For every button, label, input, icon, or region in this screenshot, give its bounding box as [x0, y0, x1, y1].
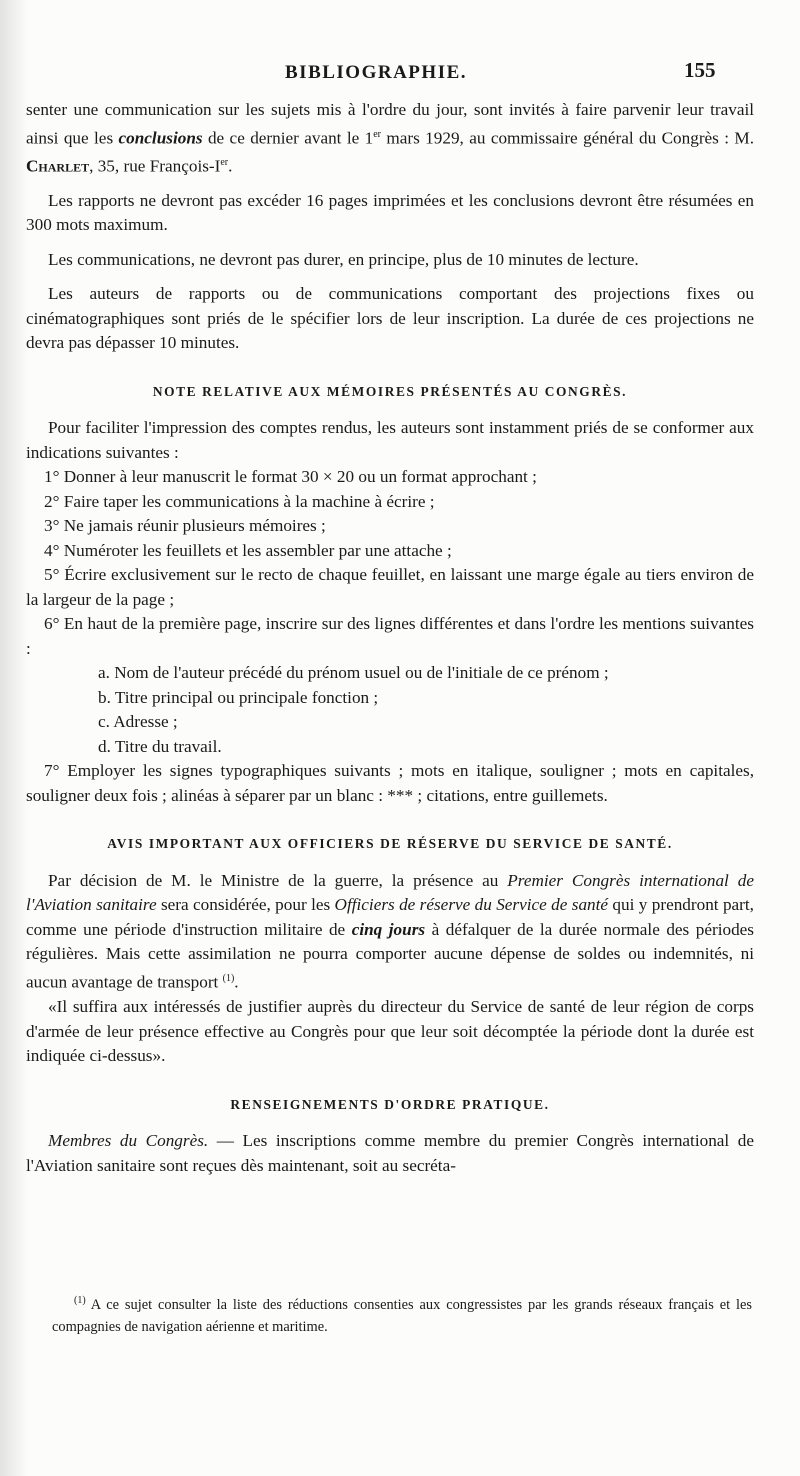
note-sub-item-d: d. Titre du travail. — [98, 736, 222, 756]
intro-paragraph-3: Les communications, ne devront pas durer, en principe, plus de 10 minutes de lecture. — [48, 249, 639, 269]
note-item-3: 3° Ne jamais réunir plusieurs mémoires ; — [44, 516, 326, 536]
page-number: 155 — [684, 58, 716, 82]
note-item-7: 7° Employer les signes typographiques suivants ; mots en italique, souligner ; mots en capitales, souligner deux fois ; alinéas à séparer par un blanc : *** ; citations, entre guillemets. — [26, 761, 754, 805]
note-item-2: 2° Faire taper les communications à la machine à écrire ; — [44, 491, 435, 511]
intro-paragraph-4: Les auteurs de rapports ou de communications comportant des projections fixes ou cinématographiques sont priés de le spécifier lors de leur inscription. La durée de ces projections ne devra pas dépasser 10 minutes. — [26, 284, 754, 353]
renseignements-paragraph: Membres du Congrès. — Les inscriptions comme membre du premier Congrès international de l'Aviation sanitaire sont reçues dès maintenant, soit au secréta- — [26, 1131, 754, 1175]
congress-name-emphasis: Premier Congrès international de l'Aviation sanitaire — [26, 870, 754, 915]
days-emphasis: cinq jours — [351, 919, 426, 939]
avis-paragraph-1: Par décision de M. le Ministre de la guerre, la présence au Premier Congrès international de l'Aviation sanitaire sera considérée, pour les Officiers de réserve du Service de santé qui y prendront part, comme une période d'instruction militaire de cinq jours à défalquer de la durée normale des périodes régulières. Mais cette assimilation ne pourra comporter aucune dépense de soldes ou indemnités, ni aucun avantage de transport $^{(1)}$. — [26, 870, 754, 992]
avis-paragraph-2: «Il suffira aux intéressés de justifier auprès du directeur du Service de santé de leur région de corps d'armée de leur présence effective au Congrès pour que leur soit décomptée la période dont la durée est indiquée ci-dessus». — [26, 997, 754, 1066]
footnote-mark: (1) — [74, 1295, 86, 1306]
page-body — [26, 98, 754, 1178]
note-item-1: 1° Donner à leur manuscrit le format 30 × 20 ou un format approchant ; — [44, 467, 537, 487]
intro-paragraph-1: senter une communication sur les sujets mis à l'ordre du jour, sont invités à faire parvenir leur travail ainsi que les conclusions de ce dernier avant le 1er mars 1929, au commissaire général du Congrès : M. Charlet, 35, rue François-Ier. — [26, 100, 754, 176]
avis-heading: AVIS IMPORTANT AUX OFFICIERS DE RÉSERVE DU SERVICE DE SANTÉ. — [107, 836, 673, 852]
note-item-5: 5° Écrire exclusivement sur le recto de chaque feuillet, en laissant une marge égale au tiers environ de la largeur de la page ; — [26, 565, 754, 609]
renseignements-heading: RENSEIGNEMENTS D'ORDRE PRATIQUE. — [230, 1096, 550, 1112]
officers-emphasis: Officiers de réserve du Service de santé — [334, 895, 609, 915]
note-sub-item-a: a. Nom de l'auteur précédé du prénom usuel ou de l'initiale de ce prénom ; — [98, 663, 609, 683]
note-item-6: 6° En haut de la première page, inscrire sur des lignes différentes et dans l'ordre les mentions suivantes : — [26, 614, 754, 658]
running-title: BIBLIOGRAPHIE. — [285, 62, 468, 83]
footnote — [52, 1290, 752, 1338]
intro-paragraph-2: Les rapports ne devront pas excéder 16 pages imprimées et les conclusions devront être résumées en 300 mots maximum. — [26, 190, 754, 235]
note-sub-item-b: b. Titre principal ou principale fonction ; — [98, 687, 379, 707]
page-header — [0, 58, 800, 88]
members-emphasis: Membres du Congrès. — [48, 1131, 209, 1151]
commissioner-name: Charlet — [26, 156, 90, 176]
note-item-4: 4° Numéroter les feuillets et les assembler par une attache ; — [44, 540, 452, 560]
footnote-text: A ce sujet consulter la liste des réductions consenties aux congressistes par les grands réseaux français et les compagnies de navigation aérienne et maritime. — [52, 1296, 752, 1335]
note-sub-item-c: c. Adresse ; — [98, 712, 178, 732]
note-heading: NOTE RELATIVE AUX MÉMOIRES PRÉSENTÉS AU CONGRÈS. — [152, 383, 628, 399]
conclusions-emphasis: conclusions — [118, 128, 203, 148]
note-intro: Pour faciliter l'impression des comptes rendus, les auteurs sont instamment priés de se conformer aux indications suivantes : — [26, 418, 754, 462]
footnote-reference: (1) — [222, 972, 235, 984]
